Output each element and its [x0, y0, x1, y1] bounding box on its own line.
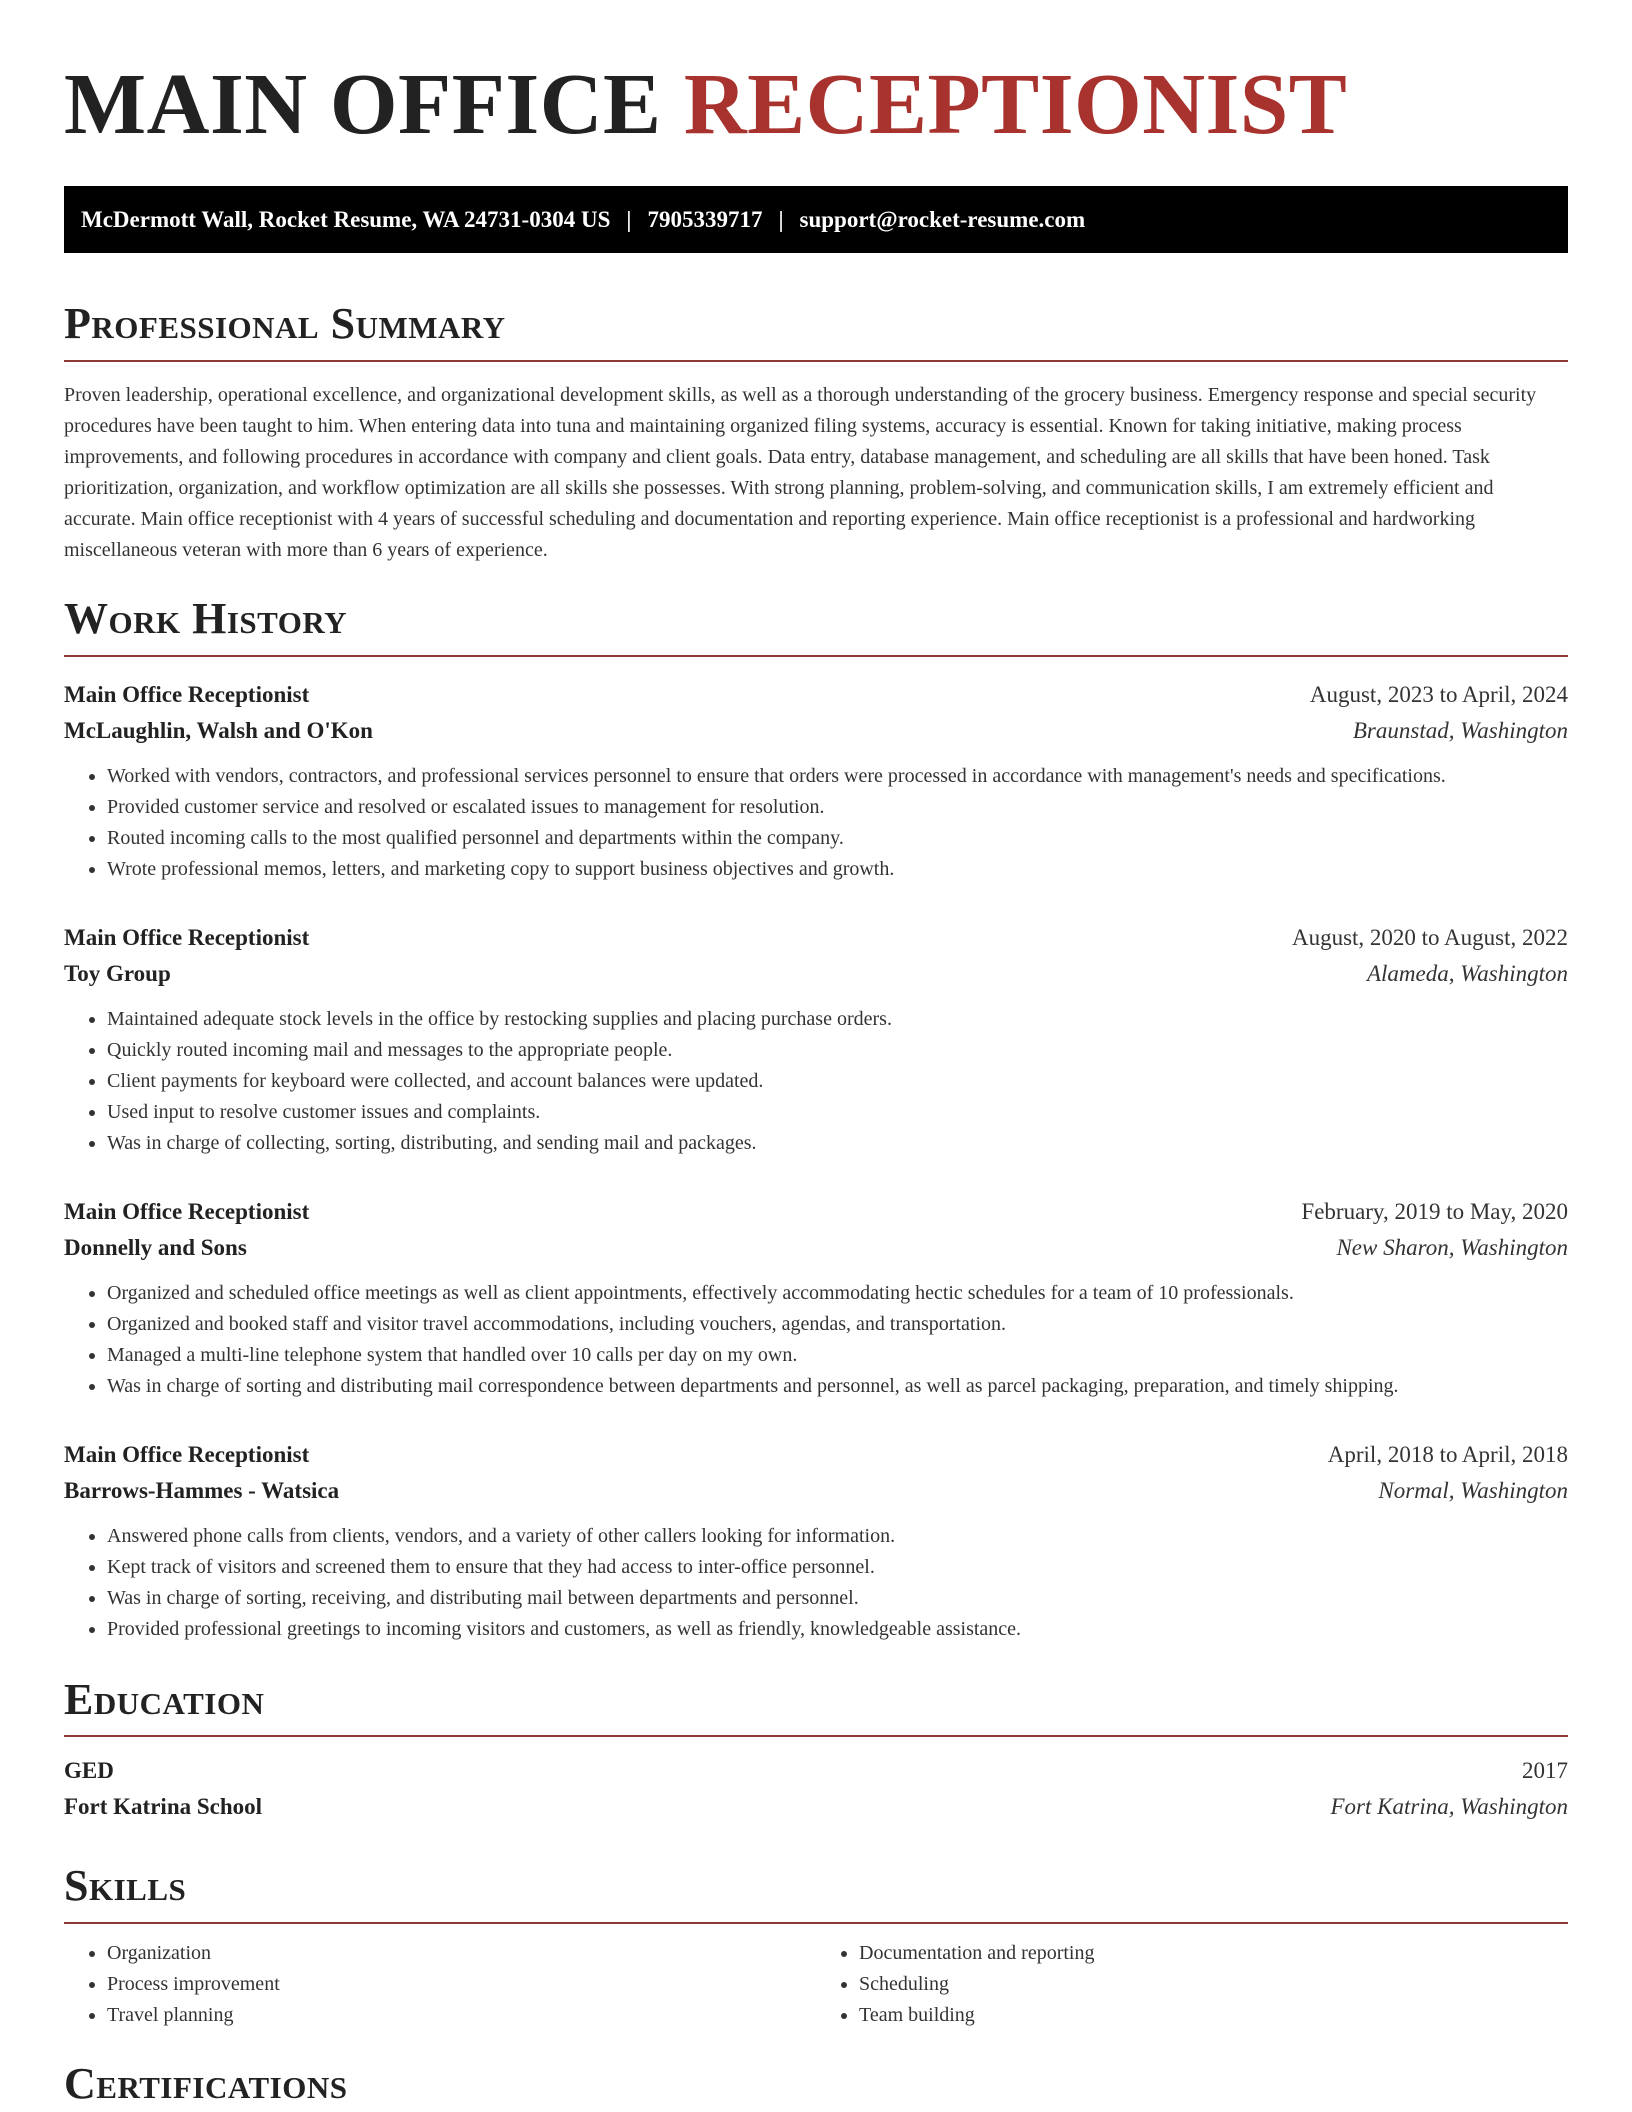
education-degree: GED	[64, 1758, 114, 1784]
skill-item: • Scheduling	[859, 1969, 1568, 2000]
section-divider	[64, 360, 1568, 362]
section-title-summary: Professional Summary	[64, 299, 506, 349]
job-bullet: • Provided professional greetings to incoming visitors and customers, as well as friendly, knowledgeable assistance.	[107, 1614, 1568, 1645]
section-divider	[64, 1922, 1568, 1924]
job-company: Barrows-Hammes - Watsica	[64, 1477, 340, 1503]
job-bullet: • Client payments for keyboard were collected, and account balances were updated.	[107, 1066, 1568, 1097]
job-location: Alameda, Washington	[1366, 960, 1568, 986]
education-school: Fort Katrina School	[64, 1794, 263, 1820]
job-bullet: • Routed incoming calls to the most qualified personnel and departments within the company.	[107, 823, 1568, 854]
job-bullet: • Was in charge of sorting and distributing mail correspondence between departments and personnel, as well as parcel packaging, preparation, and timely shipping.	[107, 1371, 1568, 1402]
job-company-row	[64, 713, 1568, 749]
education-year: 2017	[1522, 1758, 1568, 1784]
skills-column-left	[64, 1938, 816, 2031]
contact-phone[interactable]: 7905339717	[647, 206, 763, 232]
skill-item: • Documentation and reporting	[859, 1938, 1568, 1969]
education-header-row	[64, 1753, 1568, 1789]
contact-separator: |	[778, 206, 784, 232]
contact-separator: |	[626, 206, 632, 232]
job-dates: February, 2019 to May, 2020	[1301, 1198, 1568, 1224]
headline-title-part1: MAIN OFFICE	[64, 55, 662, 152]
job-company: Donnelly and Sons	[64, 1234, 247, 1260]
job-company: Toy Group	[64, 960, 171, 986]
skills-column-right	[816, 1938, 1568, 2031]
job-bullet: • Maintained adequate stock levels in the office by restocking supplies and placing purchase orders.	[107, 1004, 1568, 1035]
resume-headline	[64, 52, 1568, 156]
skill-item: • Travel planning	[107, 2000, 816, 2031]
section-title-education: Education	[64, 1674, 265, 1724]
job-entry	[64, 1437, 1568, 1645]
section-divider	[64, 655, 1568, 657]
job-entry	[64, 677, 1568, 885]
job-title: Main Office Receptionist	[64, 681, 310, 707]
job-title: Main Office Receptionist	[64, 1198, 310, 1224]
job-bullet: • Was in charge of collecting, sorting, distributing, and sending mail and packages.	[107, 1128, 1568, 1159]
job-bullet: • Managed a multi-line telephone system that handled over 10 calls per day on my own.	[107, 1340, 1568, 1371]
job-company-row	[64, 1230, 1568, 1266]
job-entry	[64, 920, 1568, 1159]
education-location: Fort Katrina, Washington	[1330, 1794, 1568, 1820]
job-dates: April, 2018 to April, 2018	[1327, 1441, 1568, 1467]
job-bullets	[64, 1278, 1568, 1402]
job-company-row	[64, 956, 1568, 992]
section-title-work-history: Work History	[64, 593, 348, 643]
job-entry	[64, 1194, 1568, 1402]
job-dates: August, 2020 to August, 2022	[1291, 924, 1568, 950]
skills-grid	[64, 1938, 1568, 2031]
job-bullets	[64, 1521, 1568, 1645]
section-title-certifications: Certifications	[64, 2058, 348, 2108]
job-title: Main Office Receptionist	[64, 924, 310, 950]
job-bullet: • Organized and booked staff and visitor travel accommodations, including vouchers, agendas, and transportation.	[107, 1309, 1568, 1340]
job-location: Braunstad, Washington	[1352, 717, 1568, 743]
job-company: McLaughlin, Walsh and O'Kon	[64, 717, 373, 743]
job-bullet: • Provided customer service and resolved or escalated issues to management for resolution.	[107, 792, 1568, 823]
job-bullet: • Used input to resolve customer issues and complaints.	[107, 1097, 1568, 1128]
job-bullet: • Quickly routed incoming mail and messages to the appropriate people.	[107, 1035, 1568, 1066]
job-bullets	[64, 761, 1568, 885]
job-bullet: • Worked with vendors, contractors, and professional services personnel to ensure that orders were processed in accordance with management's needs and specifications.	[107, 761, 1568, 792]
job-bullet: • Wrote professional memos, letters, and marketing copy to support business objectives and growth.	[107, 854, 1568, 885]
job-bullet: • Answered phone calls from clients, vendors, and a variety of other callers looking for information.	[107, 1521, 1568, 1552]
job-bullet: • Organized and scheduled office meetings as well as client appointments, effectively accommodating hectic schedules for a team of 10 professionals.	[107, 1278, 1568, 1309]
skill-item: • Organization	[107, 1938, 816, 1969]
job-bullets	[64, 1004, 1568, 1159]
job-location: Normal, Washington	[1378, 1477, 1568, 1503]
job-header-row	[64, 920, 1568, 956]
job-dates: August, 2023 to April, 2024	[1309, 681, 1568, 707]
contact-address: McDermott Wall, Rocket Resume, WA 24731-0304 US	[81, 206, 611, 232]
job-bullet: • Kept track of visitors and screened them to ensure that they had access to inter-office personnel.	[107, 1552, 1568, 1583]
skill-item: • Team building	[859, 2000, 1568, 2031]
job-bullet: • Was in charge of sorting, receiving, and distributing mail between departments and personnel.	[107, 1583, 1568, 1614]
section-divider	[64, 1735, 1568, 1737]
job-company-row	[64, 1473, 1568, 1509]
job-header-row	[64, 1437, 1568, 1473]
skill-item: • Process improvement	[107, 1969, 816, 2000]
headline-title-part2: RECEPTIONIST	[683, 55, 1348, 152]
job-title: Main Office Receptionist	[64, 1441, 310, 1467]
section-title-skills: Skills	[64, 1861, 187, 1911]
job-location: New Sharon, Washington	[1336, 1234, 1568, 1260]
education-school-row	[64, 1789, 1568, 1825]
job-header-row	[64, 677, 1568, 713]
contact-bar	[64, 186, 1568, 253]
education-entry	[64, 1753, 1568, 1825]
contact-email[interactable]: support@rocket-resume.com	[799, 206, 1086, 232]
job-header-row	[64, 1194, 1568, 1230]
summary-text: Proven leadership, operational excellence, and organizational development skills, as well as a thorough understanding of the grocery business. Emergency response and special security procedures have been taught to him. When entering data into tuna and maintaining organized filing systems, accuracy is essential. Known for taking initiative, making process improvements, and following procedures in accordance with company and client goals. Data entry, database management, and scheduling are all skills that have been honed. Task prioritization, organization, and workflow optimization are all skills she possesses. With strong planning, problem-solving, and communication skills, I am extremely efficient and accurate. Main office receptionist with 4 years of successful scheduling and documentation and reporting experience. Main office receptionist is a professional and hardworking miscellaneous veteran with more than 6 years of experience.	[64, 383, 1537, 561]
